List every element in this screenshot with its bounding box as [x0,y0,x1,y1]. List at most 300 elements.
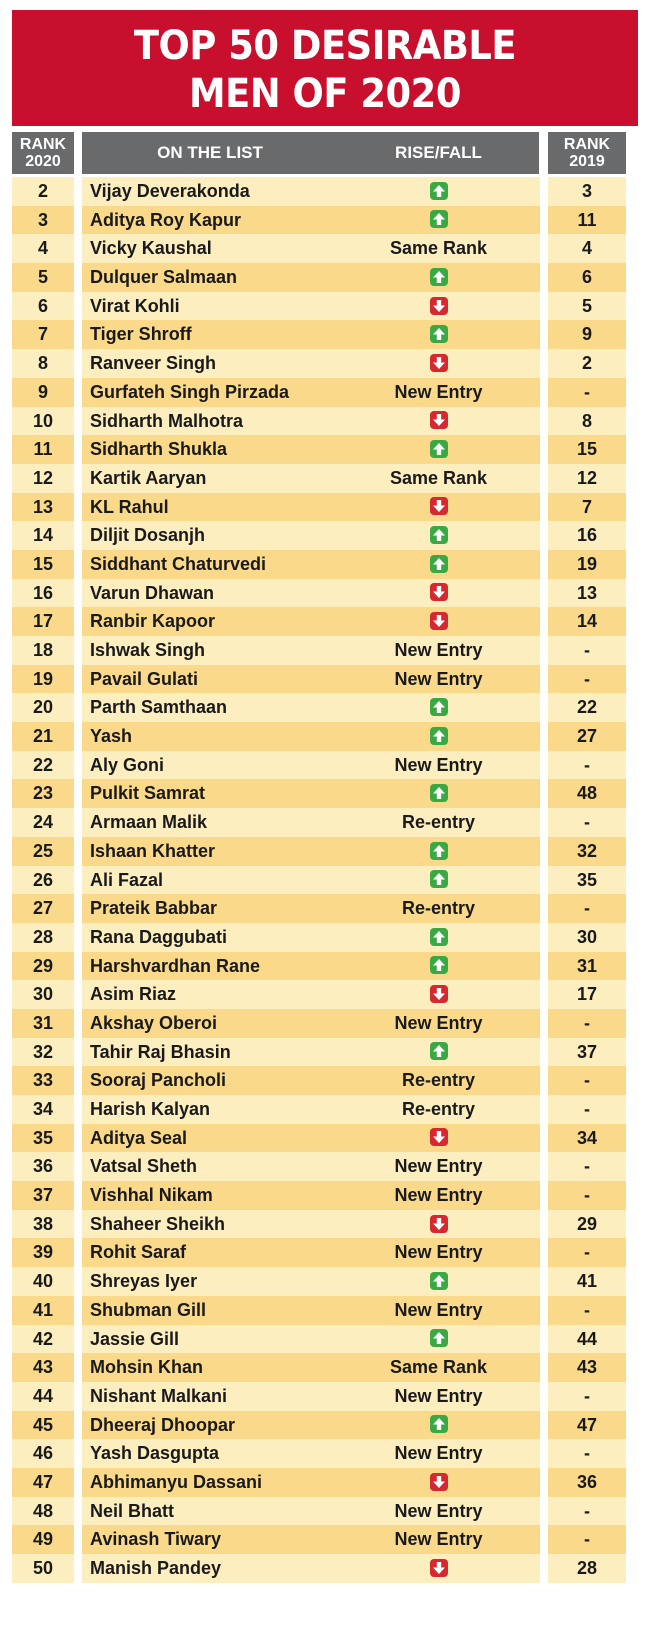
rise-fall-cell [338,665,539,694]
column-divider [74,464,82,493]
rise-fall-status: Same Rank [389,238,488,259]
arrow-up-icon [430,928,448,946]
header-rank-2020 [12,132,74,174]
rise-fall-status: Re-entry [401,898,476,919]
table-row [12,1554,626,1583]
rise-fall-status: Same Rank [389,1357,488,1378]
rise-fall-status: New Entry [394,1385,483,1406]
rank-2020-cell: 40 [32,1271,54,1292]
rise-fall-status: New Entry [394,1529,483,1550]
rank-2020-cell: 2 [37,181,48,201]
column-divider [540,550,548,579]
rank-2019-cell: - [584,1242,590,1263]
rank-2020-cell: 49 [32,1529,54,1550]
name-cell: Parth Samthaan [90,697,228,718]
column-divider [74,1353,82,1382]
rise-fall-status: Same Rank [389,467,488,488]
column-divider [74,866,82,895]
rank-2019-cell: 3 [581,181,592,201]
rank-2019-cell: - [584,640,590,660]
table-row [12,206,626,235]
rise-fall-status: Re-entry [401,812,476,833]
table-row [12,349,626,378]
rank-2020-cell: 12 [32,467,54,488]
rank-2019-cell: - [584,1443,590,1464]
rank-2020-cell: 7 [37,324,48,345]
column-divider [540,1066,548,1095]
table-row [12,1181,626,1210]
name-cell: Pulkit Samrat [90,783,206,804]
column-divider [540,607,548,636]
rise-fall-cell [338,722,539,751]
arrow-up-icon [430,784,448,802]
column-divider [74,837,82,866]
table-row [12,665,626,694]
header-rank-2019-line2: 2019 [569,153,605,170]
column-divider [540,1525,548,1554]
rank-2020-cell: 18 [32,640,54,660]
rise-fall-cell [338,607,539,636]
column-divider [540,1238,548,1267]
rank-2019-cell: 30 [576,926,598,947]
rank-2020-cell: 14 [32,525,54,546]
arrow-up-icon [430,526,448,544]
arrow-down-icon [430,1473,448,1491]
column-divider [540,1382,548,1411]
name-cell: Abhimanyu Dassani [90,1471,263,1492]
name-cell: Vijay Deverakonda [90,181,250,201]
rise-fall-cell [338,1497,539,1526]
rank-2019-cell: 15 [576,439,598,460]
rise-fall-cell [338,407,539,436]
name-cell: Ishaan Khatter [90,840,216,861]
rank-2019-cell: - [584,1529,590,1550]
name-cell: Gurfateh Singh Pirzada [90,381,290,402]
column-divider [540,1124,548,1153]
name-cell: Tahir Raj Bhasin [90,1041,231,1062]
rank-2019-cell: 34 [576,1127,598,1148]
rank-2019-cell: 31 [576,955,598,976]
table-row [12,435,626,464]
column-divider [74,349,82,378]
column-divider [74,550,82,579]
table-row [12,1497,626,1526]
rise-fall-cell [338,493,539,522]
column-divider [74,923,82,952]
column-divider [74,980,82,1009]
rise-fall-cell [338,1210,539,1239]
rank-2020-cell: 39 [32,1242,54,1263]
rank-2020-cell: 30 [32,984,54,1005]
rise-fall-cell [338,1353,539,1382]
rise-fall-status: New Entry [394,1012,483,1033]
table-row [12,1267,626,1296]
name-cell: Mohsin Khan [90,1357,203,1378]
column-divider [74,607,82,636]
column-divider [540,923,548,952]
column-divider [540,1152,548,1181]
column-divider [540,665,548,694]
column-divider [540,1468,548,1497]
name-cell: Dulquer Salmaan [90,267,238,288]
rank-2019-cell: - [584,1012,590,1033]
rank-2019-cell: - [584,1185,590,1206]
table-row [12,378,626,407]
rise-fall-cell [338,751,539,780]
rise-fall-cell [338,1468,539,1497]
rank-2019-cell: - [584,1385,590,1406]
rise-fall-cell [338,177,539,206]
column-divider [74,1554,82,1583]
rank-2020-cell: 4 [37,238,48,259]
rank-2019-cell: 22 [576,697,598,718]
rise-fall-cell [338,292,539,321]
table-row [12,894,626,923]
column-divider [74,665,82,694]
rank-2019-cell: - [584,668,590,689]
name-cell: Varun Dhawan [90,582,215,603]
rise-fall-status: New Entry [394,381,483,402]
rank-2019-cell: - [584,1299,590,1320]
table-row [12,1325,626,1354]
table-row [12,779,626,808]
arrow-down-icon [430,354,448,372]
rank-2019-cell: 2 [581,353,592,374]
arrow-up-icon [430,1042,448,1060]
table-row [12,1066,626,1095]
rank-2020-cell: 25 [32,840,54,861]
rise-fall-status: New Entry [394,668,483,689]
column-divider [74,1411,82,1440]
column-divider [74,693,82,722]
rank-2019-cell: 13 [576,582,598,603]
rank-2020-cell: 6 [37,295,48,316]
column-divider [74,1152,82,1181]
rank-2020-cell: 20 [32,697,54,718]
column-divider [540,837,548,866]
name-cell: Rana Daggubati [90,926,228,947]
name-cell: Siddhant Chaturvedi [90,553,267,574]
rank-2020-cell: 36 [32,1156,54,1177]
rank-2020-cell: 47 [32,1471,54,1492]
column-divider [74,1238,82,1267]
column-divider [540,751,548,780]
name-cell: Vatsal Sheth [90,1156,198,1177]
rank-2020-cell: 31 [32,1012,54,1033]
column-divider [540,263,548,292]
column-divider [74,722,82,751]
table-row [12,550,626,579]
table-row [12,1095,626,1124]
name-cell: Yash [90,726,133,747]
column-divider [74,1124,82,1153]
rank-2020-cell: 43 [32,1357,54,1378]
rank-2019-cell: - [584,1156,590,1177]
arrow-down-icon [430,612,448,630]
arrow-up-icon [430,870,448,888]
column-divider [74,1296,82,1325]
rise-fall-cell [338,263,539,292]
table-row [12,1296,626,1325]
arrow-down-icon [430,985,448,1003]
rise-fall-cell [338,378,539,407]
name-cell: Kartik Aaryan [90,467,207,488]
rise-fall-cell [338,1554,539,1583]
table-row [12,493,626,522]
name-cell: Ranbir Kapoor [90,611,216,632]
name-cell: Aditya Roy Kapur [90,209,242,230]
column-divider [540,1411,548,1440]
rise-fall-status: Re-entry [401,1099,476,1119]
table-row [12,1238,626,1267]
rank-2019-cell: 44 [576,1328,598,1349]
column-divider [540,407,548,436]
column-divider [540,320,548,349]
column-divider [540,1554,548,1583]
rank-2020-cell: 11 [33,439,53,460]
rise-fall-cell [338,579,539,608]
column-divider [74,1009,82,1038]
column-divider [540,292,548,321]
rise-fall-cell [338,1525,539,1554]
rise-fall-cell [338,550,539,579]
column-divider [74,206,82,235]
name-cell: Shaheer Sheikh [90,1213,226,1234]
column-divider [74,1439,82,1468]
table-row [12,1038,626,1067]
header-rank-2019-line1: RANK [563,136,611,153]
column-divider [540,779,548,808]
name-cell: Asim Riaz [90,984,177,1005]
rank-2019-cell: 17 [576,984,598,1005]
arrow-down-icon [430,497,448,515]
rank-2020-cell: 5 [37,267,48,288]
name-cell: Ranveer Singh [90,353,217,374]
table-row [12,263,626,292]
column-divider [74,1267,82,1296]
rank-2020-cell: 22 [32,754,54,775]
rise-fall-cell [338,1382,539,1411]
column-divider [540,722,548,751]
name-cell: Aly Goni [90,754,165,775]
rise-fall-cell [338,349,539,378]
table-row [12,292,626,321]
ranking-table [12,177,626,1583]
column-divider [74,1325,82,1354]
column-divider [74,378,82,407]
column-divider [74,1468,82,1497]
column-divider [540,1095,548,1124]
rank-2020-cell: 34 [32,1099,54,1119]
column-divider [74,779,82,808]
rank-2019-cell: 43 [576,1357,598,1378]
rank-2020-cell: 35 [32,1127,54,1148]
rise-fall-cell [338,320,539,349]
header-rank-2020-line1: RANK [19,136,67,153]
column-divider [74,1181,82,1210]
rank-2019-cell: - [584,898,590,919]
rise-fall-cell [338,1411,539,1440]
rise-fall-status: New Entry [394,754,483,775]
rank-2020-cell: 13 [32,496,54,517]
rank-2020-cell: 21 [32,726,54,747]
rank-2019-cell: 11 [577,209,597,230]
name-cell: Akshay Oberoi [90,1012,218,1033]
column-divider [540,234,548,263]
column-divider [74,952,82,981]
table-row [12,320,626,349]
name-cell: Ali Fazal [90,869,164,890]
column-divider [74,1382,82,1411]
arrow-up-icon [430,727,448,745]
rank-2019-cell: 48 [576,783,598,804]
table-row [12,234,626,263]
rank-2020-cell: 19 [32,668,54,689]
column-divider [74,1525,82,1554]
table-row [12,1124,626,1153]
arrow-down-icon [430,411,448,429]
rank-2019-cell: 41 [576,1271,598,1292]
name-cell: Tiger Shroff [90,324,192,345]
rank-2019-cell: - [584,1500,590,1521]
rank-2020-cell: 17 [32,611,54,632]
rank-2019-cell: 9 [581,324,592,345]
rise-fall-cell [338,1066,539,1095]
rise-fall-cell [338,693,539,722]
column-divider [540,378,548,407]
column-divider [540,1181,548,1210]
table-row [12,1439,626,1468]
rise-fall-cell [338,1181,539,1210]
name-cell: Armaan Malik [90,812,208,833]
table-row [12,980,626,1009]
arrow-down-icon [430,1215,448,1233]
table-row [12,952,626,981]
column-divider [540,636,548,665]
name-cell: Vicky Kaushal [90,238,212,259]
name-cell: Shubman Gill [90,1299,207,1320]
rank-2020-cell: 16 [32,582,54,603]
header-rise-fall [338,132,539,174]
column-divider [74,292,82,321]
rank-2020-cell: 23 [32,783,54,804]
rise-fall-status: New Entry [394,1500,483,1521]
column-divider [74,579,82,608]
title-line-1: TOP 50 DESIRABLE [133,23,517,69]
rank-2020-cell: 44 [32,1385,54,1406]
rise-fall-cell [338,866,539,895]
column-divider [540,1009,548,1038]
rank-2020-cell: 26 [32,869,54,890]
column-divider [74,493,82,522]
title-line-2: MEN OF 2020 [189,71,461,117]
table-row [12,636,626,665]
table-row [12,1468,626,1497]
arrow-up-icon [430,698,448,716]
name-cell: Diljit Dosanjh [90,525,206,546]
table-row [12,693,626,722]
column-divider [540,1210,548,1239]
column-divider [540,1353,548,1382]
table-row [12,1152,626,1181]
column-divider [74,1095,82,1124]
rank-2019-cell: 7 [581,496,592,517]
header-rank-2019 [548,132,626,174]
header-on-the-list [82,132,338,174]
rise-fall-status: New Entry [394,1156,483,1177]
rank-2020-cell: 46 [32,1443,54,1464]
rise-fall-status: Re-entry [401,1070,476,1091]
rise-fall-cell [338,1152,539,1181]
rank-2020-cell: 37 [32,1185,54,1206]
header-on-the-list-label: ON THE LIST [157,143,263,162]
name-cell: Manish Pandey [90,1558,222,1578]
rank-2019-cell: 32 [576,840,598,861]
rise-fall-cell [338,808,539,837]
rise-fall-status: New Entry [394,640,483,660]
rank-2020-cell: 24 [32,812,54,833]
column-divider [540,521,548,550]
name-cell: Prateik Babbar [90,898,218,919]
rank-2020-cell: 41 [32,1299,54,1320]
rank-2020-cell: 45 [32,1414,54,1435]
rank-2020-cell: 9 [37,381,48,402]
name-cell: Rohit Saraf [90,1242,187,1263]
column-divider [74,234,82,263]
arrow-down-icon [430,297,448,315]
rank-2020-cell: 48 [32,1500,54,1521]
rank-2019-cell: 14 [576,611,598,632]
rank-2019-cell: 27 [576,726,598,747]
name-cell: Aditya Seal [90,1127,188,1148]
table-row [12,1411,626,1440]
rise-fall-status: New Entry [394,1185,483,1206]
arrow-down-icon [430,1559,448,1577]
name-cell: KL Rahul [90,496,169,517]
rise-fall-cell [338,1325,539,1354]
rank-2019-cell: 16 [576,525,598,546]
rank-2019-cell: 6 [581,267,592,288]
rank-2019-cell: 36 [576,1471,598,1492]
rank-2019-cell: 4 [581,238,592,259]
column-divider [540,980,548,1009]
column-divider [540,1267,548,1296]
column-divider [540,894,548,923]
rank-2020-cell: 29 [32,955,54,976]
rank-2019-cell: 35 [576,869,598,890]
rank-2019-cell: 19 [576,553,598,574]
rank-2019-cell: 12 [576,467,598,488]
rise-fall-cell [338,1009,539,1038]
name-cell: Harshvardhan Rane [90,955,261,976]
rise-fall-cell [338,435,539,464]
rise-fall-status: New Entry [394,1443,483,1464]
name-cell: Harish Kalyan [90,1099,211,1119]
header-rank-2020-line2: 2020 [25,153,61,170]
rank-2020-cell: 10 [32,410,54,431]
name-cell: Shreyas Iyer [90,1271,198,1292]
rise-fall-cell [338,206,539,235]
table-row [12,1353,626,1382]
table-row [12,1009,626,1038]
rank-2019-cell: - [584,1099,590,1119]
rise-fall-cell [338,1038,539,1067]
rise-fall-cell [338,923,539,952]
name-cell: Yash Dasgupta [90,1443,220,1464]
column-divider [540,493,548,522]
title-banner [12,10,638,126]
name-cell: Avinash Tiwary [90,1529,222,1550]
